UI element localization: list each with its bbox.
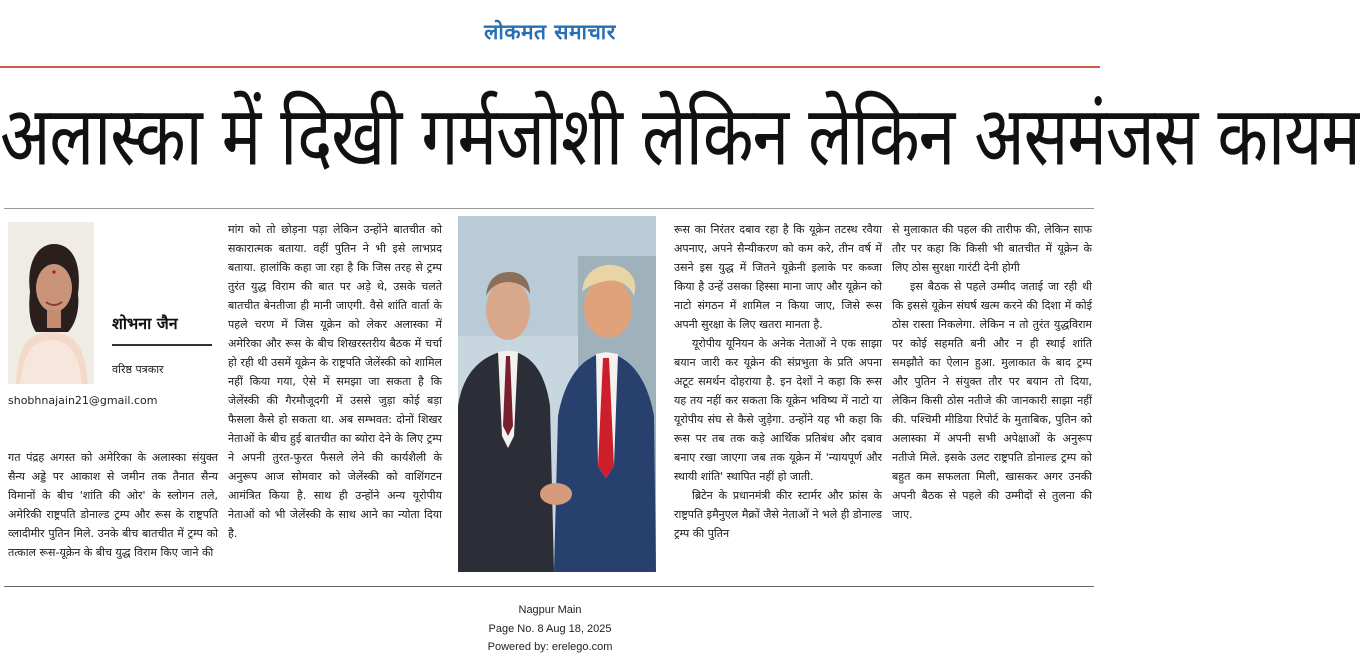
article-headline: अलास्का में दिखी गर्मजोशी लेकिन लेकिन असमंजस कायम bbox=[0, 88, 1360, 185]
headline-divider bbox=[4, 208, 1094, 209]
author-email[interactable]: shobhnajain21@gmail.com bbox=[8, 394, 158, 407]
author-name: शोभना जैन bbox=[112, 314, 178, 333]
article-column-3 bbox=[674, 220, 882, 543]
paragraph: से मुलाकात की पहल की तारीफ की, लेकिन साफ तौर पर कहा कि किसी भी बातचीत में यूक्रेन के लिए ठोस सुरक्षा गारंटी देनी होगी bbox=[892, 223, 1092, 274]
article-column-4 bbox=[892, 220, 1092, 524]
newspaper-masthead: लोकमत समाचार bbox=[484, 20, 616, 44]
paragraph: गत पंद्रह अगस्त को अमेरिका के अलास्का संयुक्त सैन्य अड्डे पर आकाश से जमीन तक तैनात सैन्य विमानों के बीच 'शांति की ओर' के स्लोगन तले, अमेरिकी राष्ट्रपति डोनाल्ड ट्रम्प और रूस के राष्ट्रपति व्लादीमीर पुतिन मिले. उनके बीच बातचीत में ट्रम्प को तत्काल रूस-यूक्रेन के बीच युद्ध विराम किए जाने की bbox=[8, 451, 218, 559]
leaders-handshake-photo bbox=[458, 216, 656, 572]
paragraph: इस बैठक से पहले उम्मीद जताई जा रही थी कि इससे यूक्रेन संघर्ष खत्म करने की दिशा में कोई ठोस रास्ता निकलेगा. लेकिन न तो तुरंत युद्धविराम पर कोई सहमति बनी और न ही स्थाई शांति समझौते का ऐलान हुआ. मुलाकात के बाद ट्रम्प और पुतिन ने संयुक्त तौर पर बयान तो दिया, लेकिन किसी ठोस नतीजे की जानकारी साझा नहीं की. पश्चिमी मीडिया रिपोर्ट के मुताबिक, पुतिन को अलास्का में अपनी सभी अपेक्षाओं के अनुरूप नतीजे मिले. इसके उलट राष्ट्रपति डोनाल्ड ट्रम्प को बहुत कम सफलता मिली, खासकर अगर उनकी अपनी बैठक से पहले की उम्मीदों से तुलना की जाए. bbox=[892, 280, 1092, 521]
article-column-1 bbox=[8, 448, 218, 562]
masthead-divider bbox=[0, 66, 1100, 68]
byline-divider bbox=[112, 344, 212, 346]
author-role: वरिष्ठ पत्रकार bbox=[112, 363, 164, 376]
edition-name: Nagpur Main bbox=[518, 604, 582, 616]
footer-divider bbox=[4, 586, 1094, 587]
paragraph: ब्रिटेन के प्रधानमंत्री कीर स्टार्मर और फ्रांस के राष्ट्रपति इमैनुएल मैक्रों जैसे नेताओं ने भले ही डोनाल्ड ट्रम्प की पुतिन bbox=[674, 489, 882, 540]
page-and-date: Page No. 8 Aug 18, 2025 bbox=[488, 623, 612, 635]
article-column-2 bbox=[228, 220, 442, 543]
paragraph: मांग को तो छोड़ना पड़ा लेकिन उन्होंने बातचीत को सकारात्मक बताया. वहीं पुतिन ने भी इसे लाभप्रद बताया. हालांकि कहा जा रहा है कि जिस तरह से ट्रम्प तुरंत युद्ध विराम की बात पर अड़े थे, उसके चलते बातचीत बेनतीजा ही मानी जाएगी. वैसे शांति वार्ता के पहले चरण में जिस यूक्रेन को लेकर अलास्का में अमेरिका और रूस के बीच शिखरस्तरीय बैठक में चर्चा हो रही थी उसमें यूक्रेन के राष्ट्रपति जेलेंस्की को शामिल नहीं किया गया, ऐसे में समझा जा सकता है कि जेलेंस्की की गैरमौजूदगी में उससे जुड़ा कोई बड़ा फैसला कैसे हो सकता था. अब सम्भवत: दोनों शिखर नेताओं के बीच हुई बातचीत का ब्योरा देने के लिए ट्रम्प ने अपनी तुरत-फुरत फैसले लेने की कार्यशैली के अनुरूप आज सोमवार को जेलेंस्की को वाशिंगटन आमंत्रित किया है. साथ ही उन्होंने अन्य यूरोपीय नेताओं को भी जेलेंस्की के साथ आने का न्योता दिया है. bbox=[228, 223, 442, 540]
powered-by[interactable]: Powered by: erelego.com bbox=[487, 641, 613, 653]
author-photo bbox=[8, 222, 94, 384]
paragraph: यूरोपीय यूनियन के अनेक नेताओं ने एक साझा बयान जारी कर यूक्रेन की संप्रभुता के प्रति अपना अटूट समर्थन दोहराया है. इन देशों ने कहा कि रूस यह तय नहीं कर सकता कि यूक्रेन भविष्य में नाटो या यूरोपीय संघ से कैसे जुड़ेगा. उन्होंने यह भी कहा कि रूस पर तब तक कड़े आर्थिक प्रतिबंध और दबाव बनाए रखा जाएगा जब तक यूक्रेन में 'न्यायपूर्ण और स्थायी शांति' स्थापित नहीं हो जाती. bbox=[674, 337, 882, 483]
paragraph: रूस का निरंतर दबाव रहा है कि यूक्रेन तटस्थ रवैया अपनाए, अपने सैन्यीकरण को कम करे, तीन वर्ष में उसने इस युद्ध में जितने यूक्रेनी इलाके पर कब्जा किया है उन्हें उसका हिस्सा माना जाए और यूक्रेन को नाटो संगठन में शामिल न किया जाए, जिसे रूस अपनी सुरक्षा के लिए खतरा मानता है. bbox=[674, 223, 882, 331]
